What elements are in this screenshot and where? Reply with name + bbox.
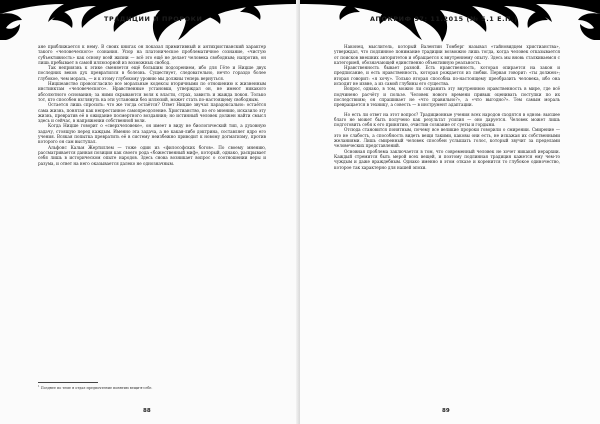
- paragraph: Ницшеанство провозгласило все моральные кодексы вторичными по отношению к жизненным инстинктам «человеческого». Нравственные установки, утверждал он, не имеют никакого абсолютного основания; за ними скрываются воля к власти, страх, зависть и жажда покоя. Только тот, кто способен взглянуть на эти установки без иллюзий, может стать по-настоящему свободным.: [38, 81, 266, 102]
- footnote: $^1$ Позднее по теме я отдал предпочтение понятию вещи-в-себе.: [38, 385, 153, 391]
- paragraph: Наконец, мыслитель, который Валентин Томберг называл «тайновидцем христианства», утверждал, что подлинное понимание традиции возможно лишь тогда, когда человек отказывается от поисков внешних авторитетов и обращается к внутреннему опыту. Здесь мы вновь сталкиваемся с категорией, обозначающей единственно объективную реальность.: [334, 44, 560, 65]
- paragraph: Альфонс Кальм Жертиллем — тоже один из «философских богов». По своему мнению, рассматривается данная позиция как своего рода «божественный миф», который, однако, раскрывает себя лишь в историческом опыте народов. Здесь снова возникает вопрос о соотношении веры и разума, и ответ на него оказывается далеко не однозначным.: [38, 144, 266, 166]
- footnote-rule: [38, 382, 98, 383]
- page-number: 88: [143, 408, 151, 414]
- body-text: [334, 44, 560, 170]
- corner-ornament-left-icon: [0, 0, 300, 46]
- footnote-text: Позднее по теме я отдал предпочтение понятию вещи-в-себе.: [40, 386, 153, 391]
- paragraph: Так неприязнь к этике сменяется ещё большим подозрением, ибо для Гёте и Ницше двух последних веков дух превратился в болезнь. Существует, следовательно, нечто гораздо более глубокое, чем мораль, — и к этому глубокому уровню мы должны теперь вернуться.: [38, 65, 266, 81]
- paragraph: Вопрос, однако, в том, можно ли сохранить эту внутреннюю нравственность в мире, где всё подчинено расчёту и пользе. Человек нового времени привык оценивать поступки по их последствиям; он спрашивает не «что правильно?», а «что выгодно?». Тем самым мораль превращается в технику, а совесть — в инструмент адаптации.: [334, 86, 560, 108]
- paragraph: Отсюда становится понятным, почему все великие пророки говорили о смирении. Смирение — это не слабость, а способность видеть вещи такими, каковы они есть, не искажая их собственными желаниями. Лишь смиренный человек способен услышать голос, который звучит за пределами человеческих представлений.: [334, 127, 560, 149]
- corner-ornament-right-icon: [300, 0, 600, 46]
- paragraph: ане приближается к нему. В своих книгах он показал примитивный и антихристианский характер такого «человеческого» сознания. Упор на платоническое проблематичное сознание, «чистую субъективность» как основу всей жизни — всё это ещё не делает человека свободным; напротив, он лишь пребывает в самой иллюзорной из возможных свобод.: [38, 44, 266, 65]
- paragraph: Когда Ницше говорит о «сверхчеловеке», он имеет в виду не биологический тип, а духовную задачу, стоящую перед каждым. Именно эта задача, а не какая-либо доктрина, составляет ядро его учения. Всякая попытка превратить её в систему неизбежно приводит к новому догматизму, против которого он сам выступал.: [38, 123, 266, 145]
- paragraph: Остается лишь спросить: что же тогда остаётся? Ответ Ницше звучал парадоксально: остаётся сама жизнь, понятая как непрестанное самопреодоление. Христианство, по его мнению, исказило эту жизнь, превратив её в ожидание посмертного воздаяния; но истинный человек должен найти смысл здесь и сейчас, в напряжении собственной воли.: [38, 102, 266, 124]
- page-number: 89: [442, 408, 450, 414]
- paragraph: Основная проблема заключается в том, что современный человек не хочет никакой иерархии. Каждый стремится быть мерой всех вещей, и поэтому подлинная традиция кажется ему чем-то чуждым и даже враждебным. Однако именно в этом отказе и коренится то глубокое одиночество, которое так характерно для нашей эпохи.: [334, 148, 560, 170]
- body-text: [38, 44, 266, 166]
- paragraph: Нравственность бывает разной. Есть нравственность, которая опирается на закон и предписание, и есть нравственность, которая рождается из любви. Первая говорит: «ты должен»; вторая говорит: «я хочу». Только вторая способна по-настоящему преобразить человека, ибо она исходит не извне, а из самой глубины его существа.: [334, 65, 560, 87]
- paragraph: Но есть ли ответ на этот вопрос? Традиционные учения всех народов сходятся в одном: высшее благо не может быть получено как результат усилия — оно даруется. Человек может лишь подготовить себя к его принятию, очистив сознание от суеты и гордыни.: [334, 111, 560, 128]
- running-head: ТРАДИЦИИ И ПРОРОКИ: [104, 15, 203, 23]
- right-page: [300, 0, 600, 424]
- running-head: АПОКРИФ 97: 11.2015 (№ 5.1 Е.П.): [370, 15, 518, 23]
